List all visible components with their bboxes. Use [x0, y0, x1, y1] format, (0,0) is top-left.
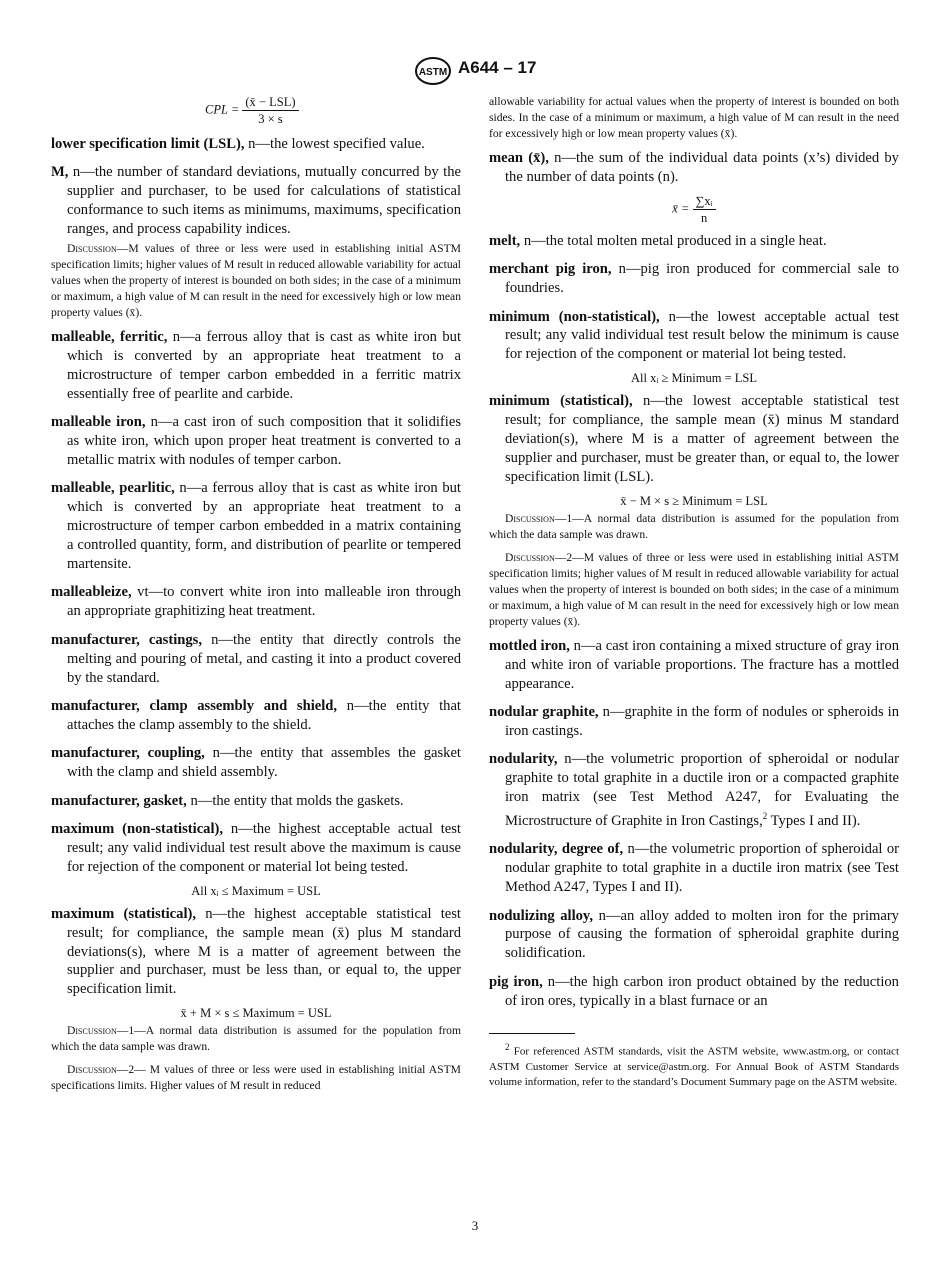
footnote-2: [489, 1040, 899, 1091]
entry-maximum-non-statistical: [51, 820, 461, 877]
left-column: [51, 94, 461, 1101]
term: mottled iron,: [489, 637, 570, 654]
discussion-text: —1—A normal data distribution is assumed for the population from which the data sample was drawn.: [51, 1024, 461, 1054]
entry-manufacturer-coupling: [51, 744, 461, 782]
definition: n—the total molten metal produced in a single heat.: [520, 232, 827, 249]
definition: n—the sum of the individual data points (x’s) divided by the number of data points (n).: [505, 150, 899, 185]
entry-malleableize: [51, 583, 461, 621]
term: minimum (statistical),: [489, 393, 633, 410]
entry-malleable-iron: [51, 413, 461, 470]
entry-nodular-graphite: [489, 703, 899, 741]
minimum-non-statistical-equation: All xᵢ ≥ Minimum = LSL: [630, 371, 758, 386]
definition: n—the lowest specified value.: [244, 136, 425, 152]
cpl-denominator: 3 × s: [258, 112, 283, 126]
cpl-numerator: (x̄ − LSL): [242, 94, 298, 111]
definition: n—the volumetric proportion of spheroidal or nodular graphite to total graphite in a ductile iron or a compacted graphite iron matrix (see Test Method A247, for Evaluating the Microstructure of Graphite in Iron Castings,: [505, 751, 899, 829]
entry-maximum-statistical: [51, 905, 461, 1000]
term: lower specification limit (LSL),: [51, 136, 245, 152]
term: nodular graphite,: [489, 704, 599, 720]
term: minimum (non-statistical),: [489, 308, 660, 325]
definition: vt—to convert white iron into malleable iron through an appropriate graphitizing heat treatment.: [67, 584, 461, 620]
mean-equation: [489, 193, 899, 226]
entry-minimum-statistical: [489, 392, 899, 487]
cpl-equation: [51, 94, 461, 127]
mean-denominator: n: [700, 210, 708, 225]
discussion-m: [51, 241, 461, 321]
entry-melt: [489, 232, 899, 251]
mean-numerator: ∑xᵢ: [693, 193, 716, 210]
discussion-minimum-1: [489, 511, 899, 543]
entry-malleable-pearlitic: [51, 479, 461, 574]
discussion-label: Discussion: [505, 511, 555, 525]
term: nodulizing alloy,: [489, 907, 594, 924]
discussion-text: —2—M values of three or less were used in establishing initial ASTM specification limits; higher values of M result in reduced allowable variability for actual values when the property of interest is bounded on both sides; in the case of a minimum or maximum, a high value of M can result in the need for excessively high or low mean property values (x̄).: [489, 550, 899, 628]
term: malleable, pearlitic,: [51, 480, 175, 497]
definition: n—the entity that attaches the clamp assembly to the shield.: [67, 697, 461, 733]
page-header: [0, 56, 950, 86]
entry-nodularity: [489, 750, 899, 830]
astm-logo-icon: [414, 56, 452, 86]
discussion-label: Discussion: [67, 1063, 117, 1077]
entry-pig-iron: [489, 973, 899, 1011]
footnote-divider: [489, 1033, 575, 1034]
definition: n—the highest acceptable actual test result; any valid individual test result above the maximum is cause for rejection of the component or material lot being tested.: [67, 820, 461, 875]
term: maximum (non-statistical),: [51, 820, 224, 837]
entry-nodularity-degree: [489, 840, 899, 897]
entry-m: [51, 163, 461, 239]
definition: n—an alloy added to molten iron for the primary purpose of causing the formation of spheroidal graphite during solidification.: [505, 907, 899, 962]
definition: n—the entity that directly controls the melting and pouring of metal, and casting it into a product covered by the standard.: [67, 631, 462, 686]
definition: n—a ferrous alloy that is cast as white iron but which is converted by an appropriate heat treatment to a microstructure of temper carbon embedded in a matrix containing a controlled quantity, form, and distribution of pearlite or tempered martensite.: [67, 480, 461, 572]
definition: n—pig iron produced for commercial sale to foundries.: [505, 261, 899, 297]
entry-nodulizing-alloy: [489, 907, 899, 964]
footnote-number: 2: [505, 1041, 510, 1052]
discussion-continued: allowable variability for actual values when the property of interest is bounded on both sides. In the case of a minimum or maximum, a high value of M can result in the need for excessively high or low mean property values (x̄).: [489, 95, 899, 140]
right-column: [489, 94, 899, 1091]
definition: n—the highest acceptable statistical test result; for compliance, the sample mean (x̄) plus M standard deviations(s), where M is a matter of agreement between the supplier and purchaser, must be less than, or equal to, the upper specification limit.: [67, 905, 461, 998]
entry-manufacturer-gasket: [51, 792, 461, 811]
term: manufacturer, coupling,: [51, 745, 205, 762]
discussion-label: Discussion: [67, 1024, 117, 1038]
discussion-maximum-2: [51, 1062, 461, 1094]
definition: n—the lowest acceptable actual test result; any valid individual test result below the minimum is cause for rejection of the component or material lot being tested.: [505, 308, 899, 363]
entry-lsl: [51, 135, 461, 154]
standard-designation: A644 – 17: [458, 58, 537, 77]
definition: n—a cast iron containing a mixed structure of gray iron and white iron of variable proportions. The fracture has a mottled appearance.: [505, 637, 899, 692]
maximum-non-statistical-equation: All xᵢ ≤ Maximum = USL: [191, 883, 321, 898]
term: merchant pig iron,: [489, 261, 612, 278]
footnote-text: For referenced ASTM standards, visit the ASTM website, www.astm.org, or contact ASTM Customer Service at service@astm.org. For Annual Book of ASTM Standards volume information, refer to the standard’s Document Summary page on the ASTM website.: [489, 1045, 899, 1089]
entry-minimum-non-statistical: [489, 308, 899, 365]
term: malleable, ferritic,: [51, 329, 168, 346]
term: manufacturer, clamp assembly and shield,: [51, 697, 338, 714]
definition: n—a cast iron of such composition that it solidifies as white iron, which upon proper heat treatment is converted to a metallic matrix with nodules of temper carbon.: [67, 414, 462, 468]
entry-malleable-ferritic: [51, 328, 461, 404]
entry-mean: [489, 149, 899, 187]
term: malleableize,: [51, 584, 132, 601]
definition: n—a ferrous alloy that is cast as white iron but which is converted by an appropriate heat treatment to a microstructure of temper carbon embedded in a ferritic matrix essentially free of pearlite and carbide.: [67, 329, 461, 402]
discussion-maximum-1: [51, 1023, 461, 1055]
discussion-minimum-2: [489, 550, 899, 630]
term: manufacturer, castings,: [51, 631, 203, 648]
definition: n—graphite in the form of nodules or spheroids in iron castings.: [505, 704, 899, 739]
entry-manufacturer-clamp: [51, 697, 461, 735]
discussion-label: Discussion: [505, 550, 555, 564]
definition: n—the entity that molds the gaskets.: [186, 792, 404, 809]
entry-manufacturer-castings: [51, 631, 461, 688]
mean-lhs: x̄ =: [672, 201, 690, 216]
mean-fraction: [693, 193, 716, 226]
minimum-statistical-equation: x̄ − M × s ≥ Minimum = LSL: [620, 493, 768, 508]
term: pig iron,: [489, 973, 543, 990]
definition: n—the number of standard deviations, mutually concurred by the supplier and purchaser, to be used for calculations of statistical conformance to such items as minimums, maximums, specification ranges, and process capability indices.: [67, 164, 461, 238]
term: mean (x̄),: [489, 150, 549, 166]
discussion-text: —2— M values of three or less were used in establishing initial ASTM specifications limits. Higher values of M result in reduced: [51, 1063, 461, 1093]
maximum-statistical-equation: x̄ + M × s ≤ Maximum = USL: [180, 1006, 332, 1021]
term: manufacturer, gasket,: [51, 792, 187, 809]
discussion-label: Discussion: [67, 242, 117, 256]
footnote-ref: 2: [762, 811, 768, 822]
definition-tail: Types I and II).: [767, 812, 861, 829]
page-number: 3: [471, 1218, 479, 1233]
term: maximum (statistical),: [51, 905, 197, 922]
term: malleable iron,: [51, 414, 146, 431]
term: nodularity,: [489, 751, 558, 768]
definition: n—the entity that assembles the gasket with the clamp and shield assembly.: [67, 745, 461, 781]
definition: n—the lowest acceptable statistical test result; for compliance, the sample mean (x̄) minus M standard deviation(s), where M is a matter of agreement between the supplier and purchaser, must be greater than, or equal to, the lower specification limit (LSL).: [505, 393, 899, 485]
term: nodularity, degree of,: [489, 841, 624, 858]
definition: n—the high carbon iron product obtained by the reduction of iron ores, typically in a blast furnace or an: [505, 973, 899, 1009]
term: M,: [51, 164, 69, 181]
definition: n—the volumetric proportion of spheroidal or nodular graphite to total graphite in a ductile iron matrix (see Test Method A247, Types I and II).: [505, 841, 899, 896]
astm-logo-text: ASTM: [418, 67, 448, 78]
term: melt,: [489, 232, 521, 249]
entry-mottled-iron: [489, 637, 899, 694]
cpl-lhs: CPL =: [205, 102, 240, 117]
cpl-fraction: [242, 94, 298, 127]
discussion-text: —M values of three or less were used in establishing initial ASTM specification limits; higher values of M result in reduced allowable variability for actual values when the property of interest is bounded on both sides; in the case of a minimum or maximum, a high value of M can result in the need for excessively high or low mean property values (x̄).: [51, 242, 461, 320]
discussion-text: —1—A normal data distribution is assumed for the population from which the data sample was drawn.: [489, 511, 899, 541]
entry-merchant-pig-iron: [489, 260, 899, 298]
